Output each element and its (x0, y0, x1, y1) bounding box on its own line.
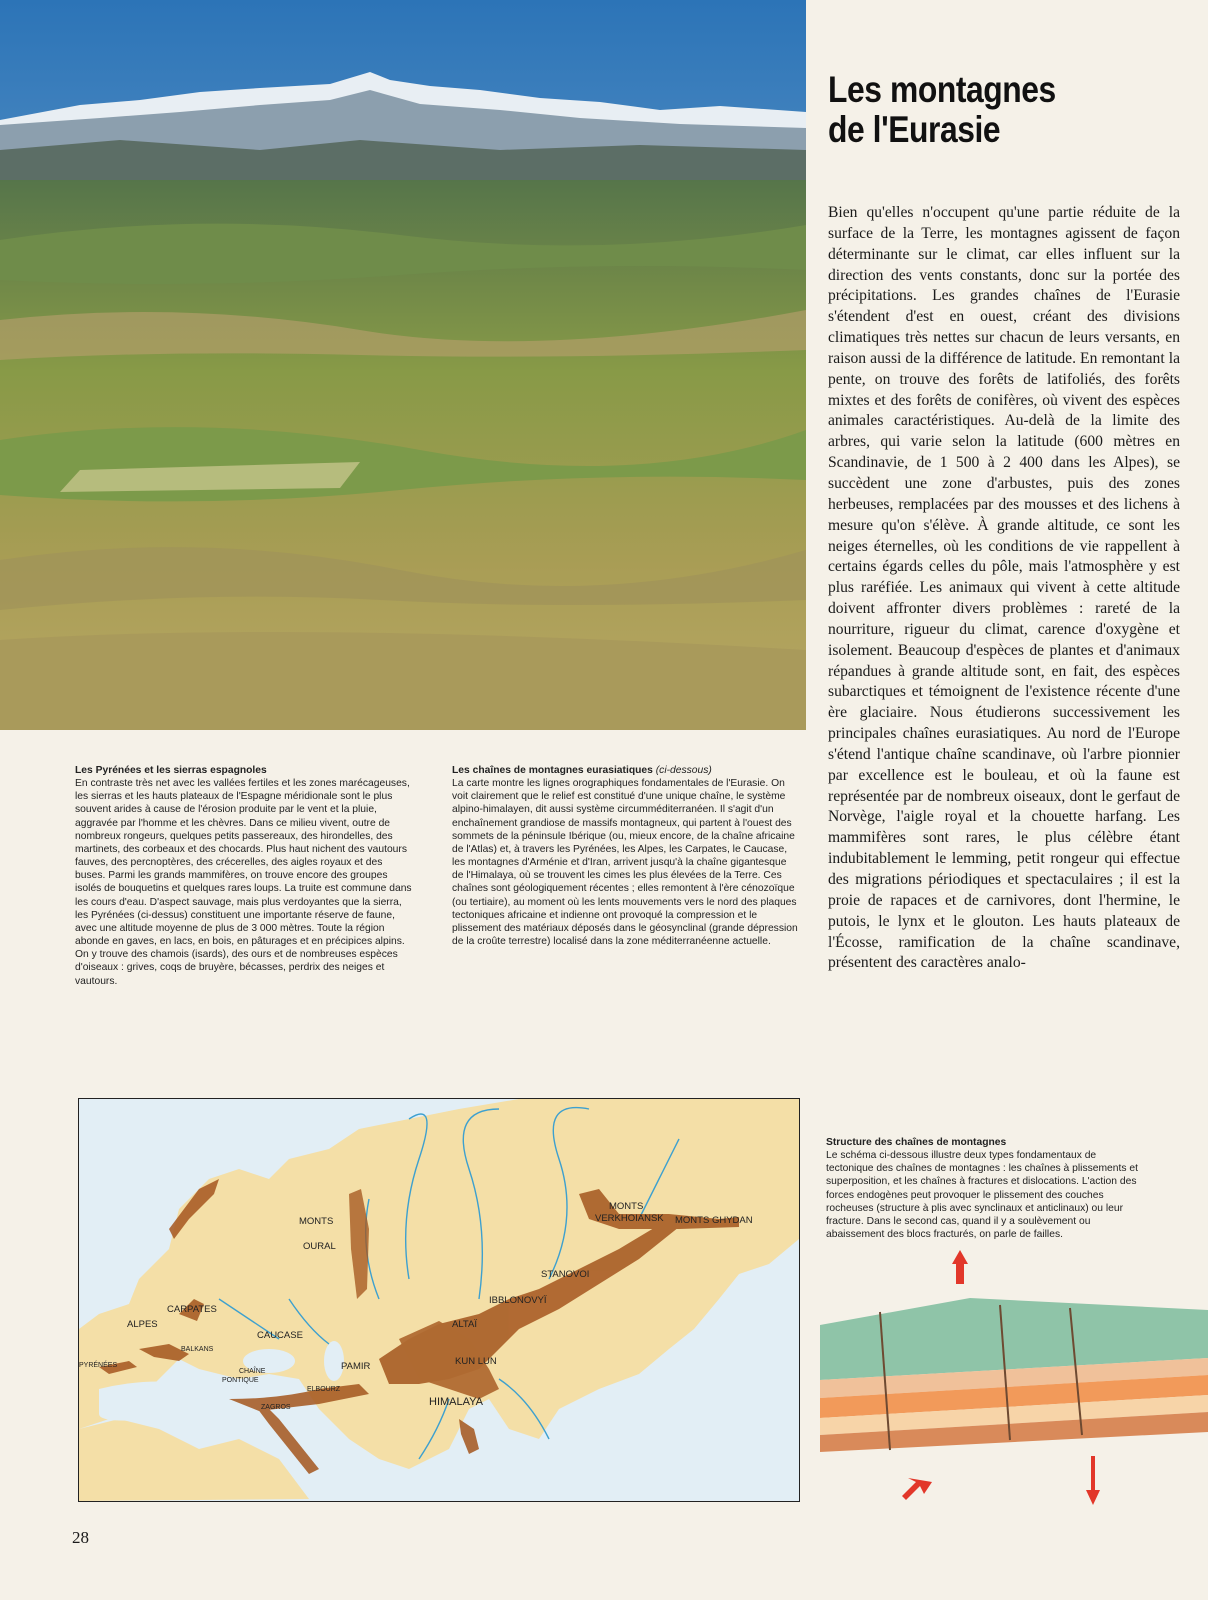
map-label-himalaya: HIMALAYA (429, 1396, 483, 1408)
caption-structure-title: Structure des chaînes de montagnes (826, 1137, 1007, 1148)
map-label-ghydan: MONTS GHYDAN (675, 1215, 753, 1226)
map-label-ibblonovyi: IBBLONOVYÏ (489, 1295, 547, 1306)
map-label-alpes: ALPES (127, 1319, 158, 1330)
caption-chaines-title: Les chaînes de montagnes eurasiatiques (452, 765, 653, 776)
map-label-elbourz: ELBOURZ (307, 1386, 341, 1393)
landscape-photo (0, 0, 806, 730)
arrow-down-icon (1086, 1456, 1100, 1505)
title-line-2: de l'Eurasie (828, 109, 1001, 150)
map-label-chaine-2: PONTIQUE (222, 1377, 259, 1384)
arrow-down-left-icon (902, 1478, 932, 1500)
map-label-zagros: ZAGROS (261, 1404, 291, 1411)
title-line-1: Les montagnes (828, 69, 1056, 110)
caption-chaines-title-wrap (452, 764, 798, 777)
map-label-carpates: CARPATES (167, 1304, 217, 1315)
map-label-stanovoi: STANOVOI (541, 1269, 590, 1280)
caption-pyrenees-text: En contraste très net avec les vallées fertiles et les zones marécageuses, les sierras et les hauts plateaux de l'Espagne méridionale sont le plus souvent arides à cause de l'érosion produite par le vent et la pluie, aggravée par l'homme et les chèvres. Dans ce milieu vivent, outre de nombreux rongeurs, quelques petits passereaux, des hirondelles, des martinets, des corbeaux et des chocards. Plus haut nichent des vautours fauves, des percnoptères, des crécerelles, des aigles royaux et des buses. Parmi les grands mammifères, on trouve encore des groupes isolés de bouquetins et quelques rares loups. La truite est commune dans les cours d'eau. D'aspect sauvage, mais plus verdoyantes que la sierra, les Pyrénées (ci-dessus) constituent une importante réserve de faune, avec une altitude moyenne de plus de 3 000 mètres. Toute la région abonde en gaves, en lacs, en bois, en pâturages et en précipices alpins. On y trouve des chamois (isards), des ours et de nombreuses espèces d'oiseaux : grives, coqs de bruyère, bécasses, perdrix des neiges et vautours. (75, 778, 412, 987)
tectonic-structure-diagram (820, 1250, 1208, 1510)
map-label-caucase: CAUCASE (257, 1330, 303, 1341)
map-label-balkans: BALKANS (181, 1346, 214, 1353)
caption-chaines-text: La carte montre les lignes orographiques fondamentales de l'Eurasie. On voit clairement que le relief est constitué d'une unique chaîne, le système alpino-himalayen, dit aussi système circumméditerranéen. Il s'agit d'un enchaînement grandiose de massifs montagneux, qui partent à l'ouest des sommets de la péninsule Ibérique (ou, mieux encore, de la chaîne africaine de l'Atlas) et, à travers les Pyrénées, les Alpes, les Carpates, le Caucase, les montagnes d'Arménie et d'Iran, arrivent jusqu'à la chaîne gigantesque de l'Himalaya, où se trouvent les cimes les plus élevées de la Terre. Ces chaînes sont géologiquement récentes ; elles remontent à l'ère cénozoïque (ou tertiaire), au moment où les lents mouvements vers le nord des plaques tectoniques africaine et indienne ont provoqué la compression et le plissement des matériaux déposés dans le géosynclinal (grande dépression de la croûte terrestre) localisé dans la zone méditerranéenne actuelle. (452, 778, 798, 948)
map-label-altai: ALTAÏ (452, 1319, 477, 1330)
caption-chaines-note: (ci-dessous) (655, 765, 712, 776)
africa-land (79, 1419, 309, 1501)
caption-pyrenees-title: Les Pyrénées et les sierras espagnoles (75, 765, 267, 776)
body-text: Bien qu'elles n'occupent qu'une partie réduite de la surface de la Terre, les montagnes agissent de façon déterminante sur le climat, car elles influent sur la direction des vents constants, donc sur la portée des précipitations. Les grandes chaînes de l'Eurasie s'étendent d'est en ouest, créant des divisions climatiques très nettes sur chacun de leurs versants, en raison aussi de la différence de latitude. En remontant la pente, on trouve des forêts de latifoliés, des forêts mixtes et des forêts de conifères, où vivent des espèces animales caractéristiques. Au-delà de la limite des arbres, qui varie selon la latitude (600 mètres en Scandinavie, de 1 500 à 2 400 dans les Alpes), se succèdent une zone d'arbustes, puis des zones herbeuses, remplacées par des mousses et des lichens à mesure qu'on s'élève. À grande altitude, ce sont les neiges éternelles, où les conditions de vie rappellent à certains égards celles du pôle, mais l'atmosphère y est plus raréfiée. Les animaux qui vivent à cette altitude doivent affronter divers problèmes : rareté de la nourriture, rigueur du climat, carence d'oxygène et isolement. Beaucoup d'espèces de plantes et d'animaux répandues à grande altitude sont, en fait, des espèces subarctiques et témoignent de l'existence récente d'une ère glaciaire. Nous étudierons successivement les principales chaînes eurasiatiques. Au nord de l'Europe s'étend l'antique chaîne scandinave, où l'arbre pionnier par excellence est le bouleau, et où la faune est représentée par de nombreux oiseaux, dont le gerfaut de Norvège, l'aigle royal et la chouette harfang. Les mammifères sont rares, le plus célèbre étant indubitablement le lemming, petit rongeur qui effectue des migrations périodiques et spectaculaires ; il est la proie de rapaces et de carnivores, dont l'hermine, le putois, le lynx et le glouton. Les hauts plateaux de l'Écosse, ramification de la chaîne scandinave, présentent des caractères analo- (828, 204, 1180, 972)
caption-pyrenees (75, 764, 415, 988)
map-label-kun-lun: KUN LUN (455, 1356, 497, 1367)
map-label-pamir: PAMIR (341, 1361, 371, 1372)
arrow-up-icon (952, 1250, 968, 1284)
map-label-verkhoiansk-2: VERKHOIANSK (595, 1213, 664, 1224)
page-number: 28 (72, 1528, 89, 1547)
caption-structure-text: Le schéma ci-dessous illustre deux types fondamentaux de tectonique des chaînes de montagnes : les chaînes à plissements et superposition, et les chaînes à fractures et dislocations. L'action des forces endogènes peut provoquer le plissement des couches rocheuses (structure à plis avec synclinaux et anticlinaux) ou leur fracture. Dans le second cas, quand il y a soulèvement ou abaissement des blocs fracturés, on parle de failles. (826, 1150, 1138, 1241)
map-label-pyrenees: PYRÉNÉES (79, 1362, 118, 1369)
map-label-chaine-1: CHAÎNE (239, 1368, 266, 1375)
caption-structure (826, 1136, 1146, 1241)
map-label-verkhoiansk-1: MONTS (609, 1201, 644, 1212)
map-label-oural: OURAL (303, 1241, 336, 1252)
eurasia-mountain-map (78, 1098, 800, 1502)
caption-chaines (452, 764, 798, 948)
map-label-monts: MONTS (299, 1216, 334, 1227)
page-title (828, 70, 1056, 150)
